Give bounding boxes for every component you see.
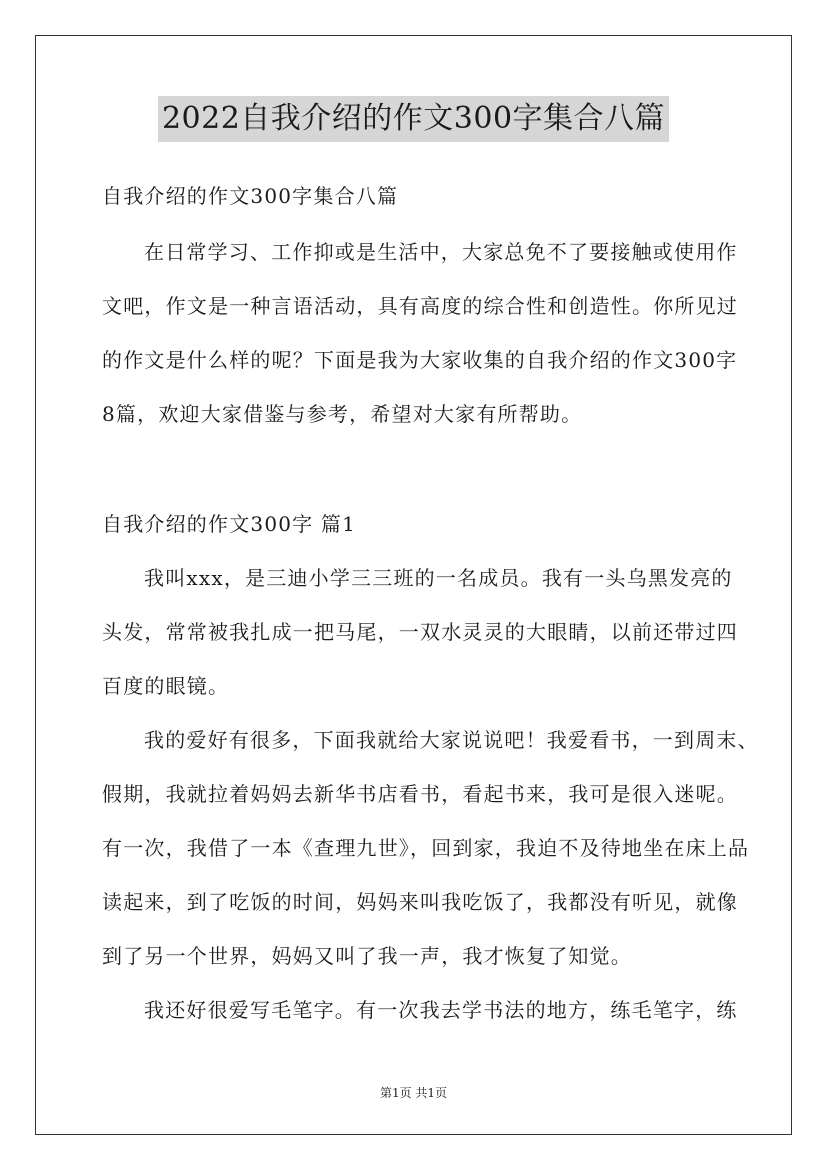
document-title-wrapper: [0, 96, 827, 142]
document-subtitle: 自我介绍的作文300字集合八篇: [102, 184, 399, 208]
intro-line: 8篇，欢迎大家借鉴与参考，希望对大家有所帮助。: [102, 402, 583, 426]
body-line: 假期，我就拉着妈妈去新华书店看书，看起书来，我可是很入迷呢。: [102, 782, 738, 806]
intro-line: 的作文是什么样的呢？下面是我为大家收集的自我介绍的作文300字: [102, 348, 738, 372]
body-line: 读起来，到了吃饭的时间，妈妈来叫我吃饭了，我都没有听见，就像: [102, 890, 738, 914]
body-line: 百度的眼镜。: [102, 674, 230, 698]
intro-line: 文吧，作文是一种言语活动，具有高度的综合性和创造性。你所见过: [102, 294, 738, 318]
body-line: 我的爱好有很多，下面我就给大家说说吧！我爱看书，一到周末、: [144, 728, 759, 752]
document-title: 2022自我介绍的作文300字集合八篇: [158, 96, 669, 142]
body-line: 有一次，我借了一本《查理九世》，回到家，我迫不及待地坐在床上品: [102, 836, 750, 860]
body-line: 我叫xxx，是三迪小学三三班的一名成员。我有一头乌黑发亮的: [144, 566, 733, 590]
body-line: 到了另一个世界，妈妈又叫了我一声，我才恢复了知觉。: [102, 944, 632, 968]
page-footer: 第1页 共1页: [379, 1086, 448, 1100]
section-heading: 自我介绍的作文300字 篇1: [102, 512, 357, 536]
intro-line: 在日常学习、工作抑或是生活中，大家总免不了要接触或使用作: [144, 240, 738, 264]
body-line: 头发，常常被我扎成一把马尾，一双水灵灵的大眼睛，以前还带过四: [102, 620, 738, 644]
body-line: 我还好很爱写毛笔字。有一次我去学书法的地方，练毛笔字，练: [144, 998, 738, 1022]
